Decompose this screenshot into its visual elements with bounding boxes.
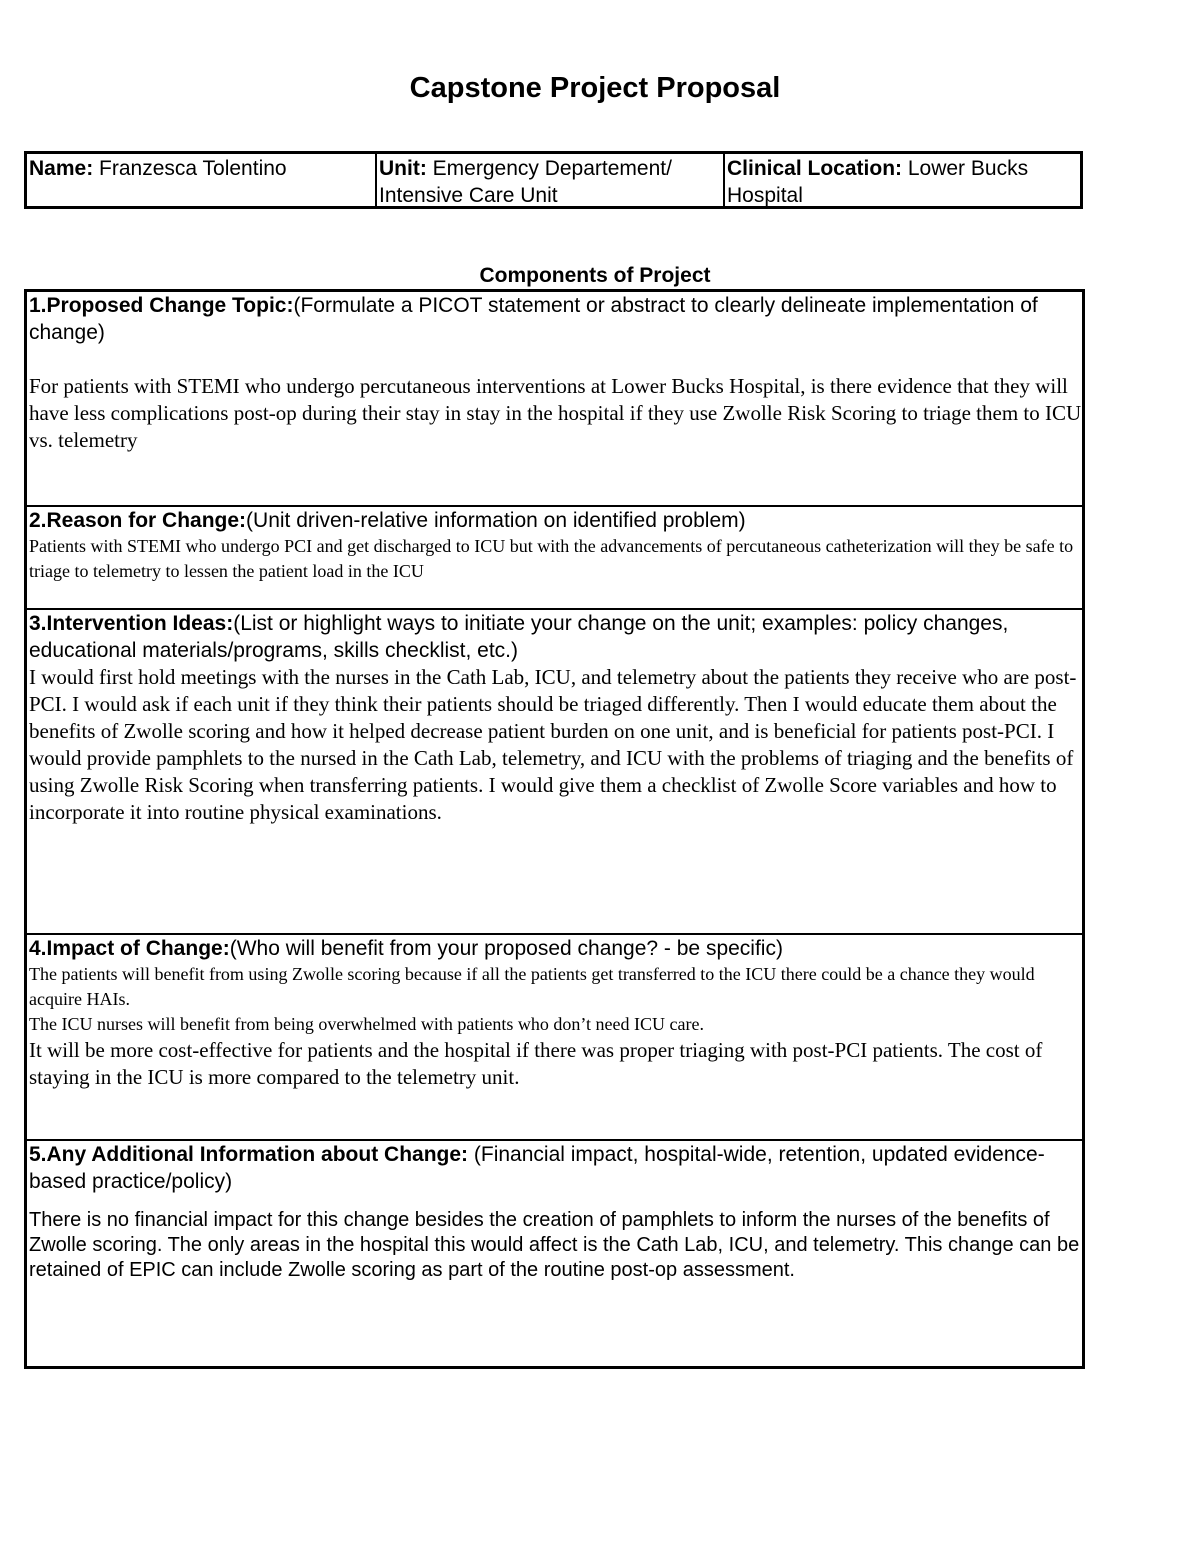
components-title: Components of Project xyxy=(479,264,711,287)
clinical-location-value: Lower Bucks Hospital xyxy=(727,157,1029,207)
unit-cell xyxy=(377,154,725,206)
page-title: Capstone Project Proposal xyxy=(409,72,781,104)
unit-value: Emergency Departement/ Intensive Care Unit xyxy=(379,157,672,207)
section-body: There is no financial impact for this change besides the creation of pamphlets to inform the nurses of the benefits of Zwolle scoring. The only areas in the hospital this would affect is the Cath Lab, ICU, and telemetry. This change can be retained of EPIC can include Zwolle scoring as part of the routine post-op assessment. xyxy=(29,1209,1080,1281)
section-body: Patients with STEMI who undergo PCI and get discharged to ICU but with the advancements of percutaneous catheterization will they be safe to triage to telemetry to lessen the patient load in the ICU xyxy=(29,536,1074,581)
section-header: 4.Impact of Change:(Who will benefit from your proposed change? - be specific) xyxy=(29,937,783,960)
section-proposed-change xyxy=(27,292,1082,507)
section-reason-for-change xyxy=(27,507,1082,610)
section-header: 3.Intervention Ideas:(List or highlight ways to initiate your change on the unit; examples: policy changes, educational materials/programs, skills checklist, etc.) xyxy=(29,612,1009,662)
clinical-location-cell xyxy=(725,154,1080,206)
clinical-location-label: Clinical Location: xyxy=(727,157,903,180)
info-table xyxy=(24,151,1083,209)
components-table xyxy=(24,289,1085,1369)
section-body: I would first hold meetings with the nurses in the Cath Lab, ICU, and telemetry about the patients they receive who are post-PCI. I would ask if each unit if they think their patients should be triaged differently. Then I would educate them about the benefits of Zwolle scoring and how it helped decrease patient burden on one unit, and is beneficial for patients post-PCI. I would provide pamphlets to the nursed in the Cath Lab, telemetry, and ICU with the problems of triaging and the benefits of using Zwolle Risk Scoring when transferring patients. I would give them a checklist of Zwolle Score variables and how to incorporate it into routine physical examinations. xyxy=(29,665,1077,824)
name-cell xyxy=(27,154,377,206)
section-additional-information xyxy=(27,1141,1082,1366)
section-header: 1.Proposed Change Topic:(Formulate a PICOT statement or abstract to clearly delineate implementation of change) xyxy=(29,294,1038,344)
section-header: 2.Reason for Change:(Unit driven-relative information on identified problem) xyxy=(29,509,746,532)
section-body: For patients with STEMI who undergo percutaneous interventions at Lower Bucks Hospital, is there evidence that they will have less complications post-op during their stay in stay in the hospital if they use Zwolle Risk Scoring to triage them to ICU vs. telemetry xyxy=(29,374,1082,452)
section-impact-of-change xyxy=(27,935,1082,1141)
section-body: The patients will benefit from using Zwolle scoring because if all the patients get transferred to the ICU there could be a chance they would acquire HAIs. xyxy=(29,964,1035,1009)
section-body: The ICU nurses will benefit from being overwhelmed with patients who don’t need ICU care. xyxy=(29,1014,704,1034)
section-header: 5.Any Additional Information about Change: (Financial impact, hospital-wide, retention, updated evidence-based practice/policy) xyxy=(29,1143,1045,1193)
name-value: Franzesca Tolentino xyxy=(93,157,287,180)
unit-label: Unit: xyxy=(379,157,427,180)
name-label: Name: xyxy=(29,157,94,180)
section-intervention-ideas xyxy=(27,610,1082,935)
section-body: It will be more cost-effective for patients and the hospital if there was proper triaging with post-PCI patients. The cost of staying in the ICU is more compared to the telemetry unit. xyxy=(29,1038,1043,1089)
